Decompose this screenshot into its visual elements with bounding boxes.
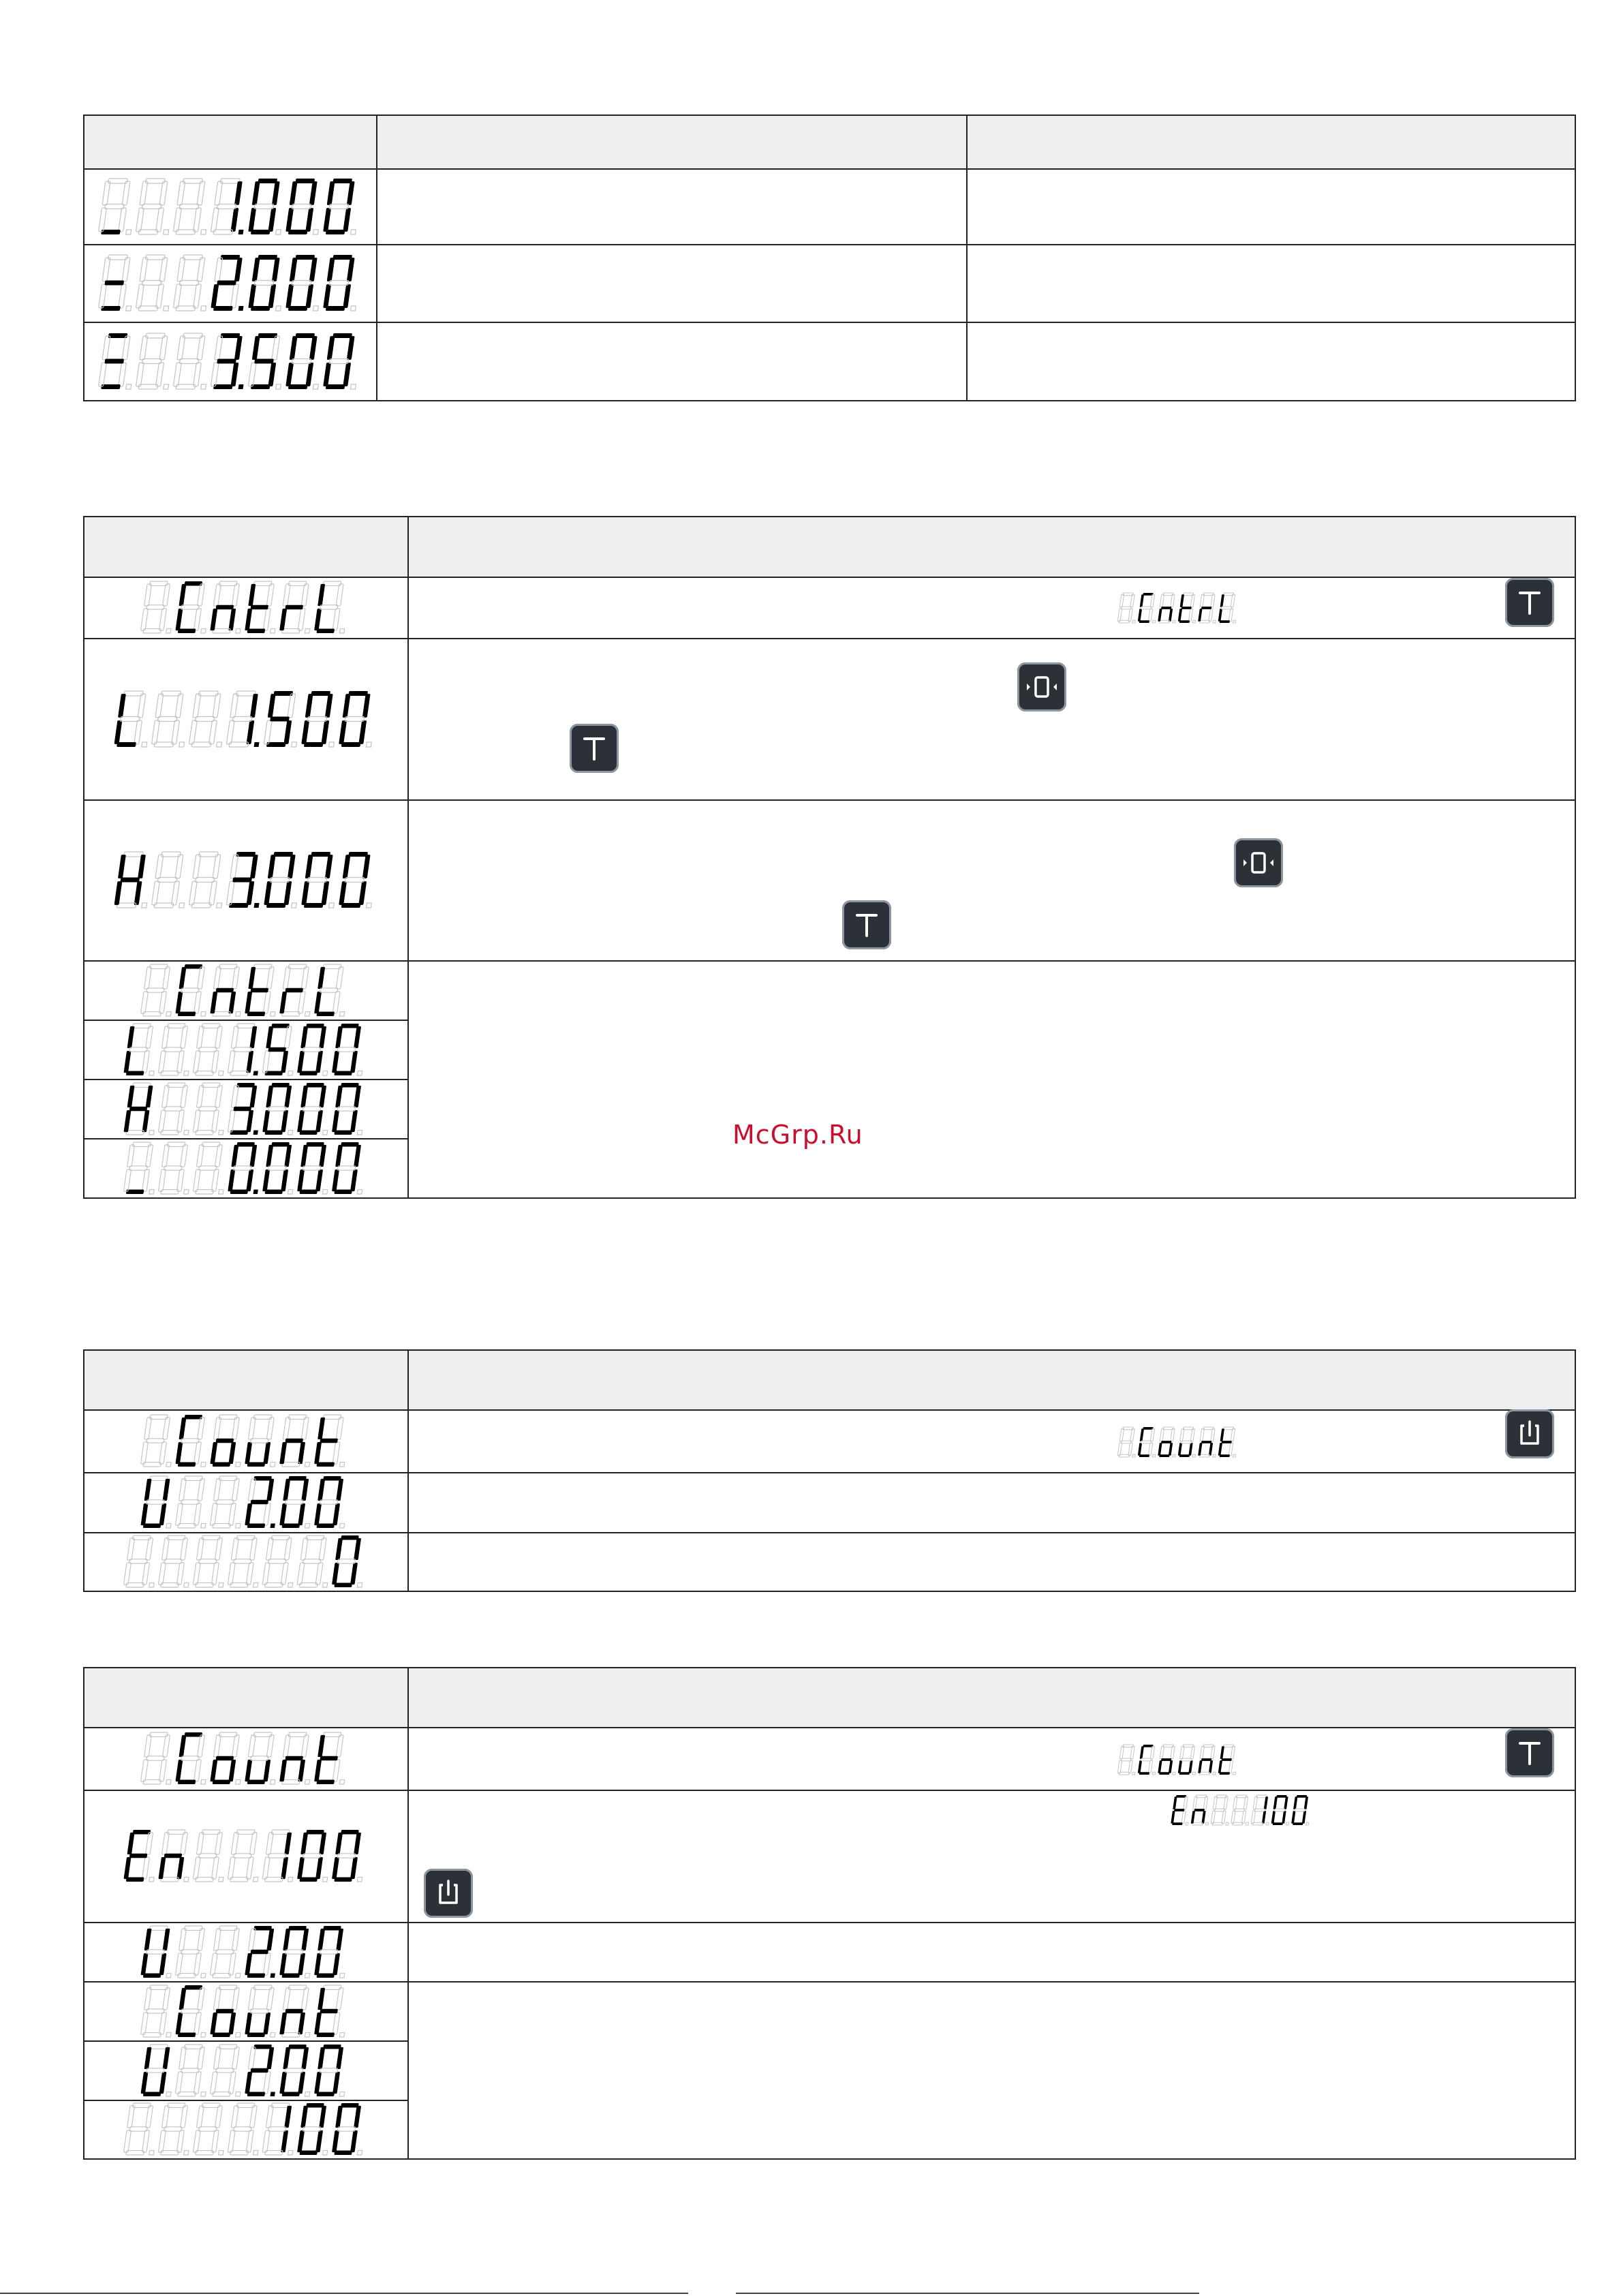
digit	[172, 179, 213, 234]
seven-segment-display	[140, 1415, 352, 1468]
seven-segment-display	[140, 1926, 352, 1979]
digit	[192, 2103, 230, 2155]
power-button[interactable]	[424, 1869, 473, 1918]
digit	[140, 581, 178, 633]
digit	[140, 1415, 178, 1467]
digit	[338, 691, 378, 747]
display-cell	[84, 1982, 408, 2041]
digit	[296, 1830, 334, 1882]
digit	[285, 333, 325, 389]
digit	[1218, 1745, 1239, 1775]
digit	[322, 255, 362, 311]
digit	[279, 581, 317, 633]
digit	[296, 1024, 334, 1075]
display-table-1	[83, 114, 1576, 401]
digit	[1137, 1745, 1159, 1775]
digit	[175, 1732, 213, 1784]
digit	[1271, 1795, 1293, 1825]
power-icon	[424, 1869, 473, 1918]
digit	[227, 1142, 264, 1194]
digit	[245, 1985, 282, 2037]
digit	[175, 1476, 213, 1528]
digit	[296, 1083, 334, 1135]
digit	[245, 1476, 282, 1528]
seven-segment-display	[114, 691, 379, 748]
digit	[279, 1926, 317, 1978]
power-button[interactable]	[1505, 1409, 1554, 1458]
display-cell	[84, 1139, 408, 1198]
digit	[279, 1415, 317, 1467]
digit	[157, 1535, 195, 1587]
digit	[157, 1830, 195, 1882]
digit	[123, 1535, 160, 1587]
digit	[279, 1476, 317, 1528]
digit	[296, 1535, 334, 1587]
display-cell	[84, 577, 408, 639]
digit	[97, 255, 138, 311]
digit	[210, 1985, 247, 2037]
digit	[296, 2103, 334, 2155]
shift-button[interactable]	[1234, 838, 1283, 887]
shift-button[interactable]	[1017, 662, 1066, 711]
digit	[97, 333, 138, 389]
display-cell	[84, 2100, 408, 2159]
digit	[314, 964, 352, 1016]
digit	[1291, 1795, 1313, 1825]
digit	[279, 1985, 317, 2037]
header-cell	[377, 115, 967, 169]
seven-segment-display	[123, 2103, 369, 2156]
digit	[1158, 593, 1179, 623]
display-cell	[84, 245, 377, 322]
digit	[247, 333, 288, 389]
display-cell	[84, 1080, 408, 1139]
digit	[1198, 593, 1220, 623]
digit	[245, 964, 282, 1016]
seven-segment-display	[123, 1142, 369, 1195]
digit	[1117, 1427, 1139, 1457]
digit	[210, 1476, 247, 1528]
header-cell	[408, 1350, 1575, 1410]
digit	[245, 1415, 282, 1467]
digit	[247, 255, 288, 311]
digit	[314, 581, 352, 633]
digit	[192, 1535, 230, 1587]
digit	[172, 255, 213, 311]
header-cell	[408, 517, 1575, 577]
seven-segment-display	[140, 2045, 352, 2098]
digit	[331, 1083, 369, 1135]
digit	[157, 1083, 195, 1135]
inline-segment-display	[1117, 1745, 1241, 1776]
digit	[172, 333, 213, 389]
digit	[1190, 1795, 1212, 1825]
digit	[188, 691, 228, 747]
display-cell	[84, 1533, 408, 1591]
digit	[1231, 1795, 1252, 1825]
count-setup-table	[83, 1667, 1576, 2160]
digit	[263, 691, 303, 747]
digit	[245, 2045, 282, 2096]
digit	[192, 1083, 230, 1135]
digit	[262, 2103, 299, 2155]
header-cell	[84, 115, 377, 169]
digit	[314, 1732, 352, 1784]
seven-segment-display	[140, 964, 352, 1017]
display-cell	[84, 1410, 408, 1473]
digit	[1177, 593, 1199, 623]
digit	[245, 1926, 282, 1978]
digit	[140, 2045, 178, 2096]
digit	[331, 1024, 369, 1075]
digit	[123, 2103, 160, 2155]
digit	[1177, 1427, 1199, 1457]
digit	[1211, 1795, 1233, 1825]
watermark-text: McGrp.Ru	[732, 1120, 863, 1150]
header-cell	[84, 517, 408, 577]
tare-icon	[1505, 1728, 1554, 1777]
digit	[140, 964, 178, 1016]
digit	[192, 1830, 230, 1882]
digit	[140, 1926, 178, 1978]
display-cell	[84, 961, 408, 1020]
digit	[210, 2045, 247, 2096]
display-cell	[84, 1473, 408, 1533]
tare-button[interactable]	[842, 900, 891, 949]
seven-segment-display	[98, 255, 363, 312]
seven-segment-display	[98, 179, 363, 236]
digit	[1177, 1745, 1199, 1775]
tare-button[interactable]	[570, 724, 619, 773]
seven-segment-display	[123, 1535, 369, 1589]
digit	[227, 1535, 264, 1587]
digit	[123, 1024, 160, 1075]
display-cell	[84, 639, 408, 800]
digit	[1137, 1427, 1159, 1457]
display-cell	[84, 1728, 408, 1790]
power-icon	[1505, 1409, 1554, 1458]
digit	[210, 1732, 247, 1784]
digit	[262, 1830, 299, 1882]
digit	[245, 581, 282, 633]
digit	[210, 1926, 247, 1978]
tare-button[interactable]	[1505, 1728, 1554, 1777]
digit	[263, 852, 303, 908]
seven-segment-display	[140, 1732, 352, 1786]
control-table	[83, 516, 1576, 1199]
digit	[123, 1830, 160, 1882]
header-cell	[84, 1668, 408, 1728]
digit	[1218, 593, 1239, 623]
tare-icon	[1505, 578, 1554, 627]
digit	[192, 1142, 230, 1194]
digit	[1117, 593, 1139, 623]
digit	[314, 2045, 352, 2096]
digit	[210, 333, 250, 389]
digit	[227, 1083, 264, 1135]
digit	[296, 1142, 334, 1194]
tare-icon	[842, 900, 891, 949]
tare-icon	[570, 724, 619, 773]
header-cell	[967, 115, 1575, 169]
digit	[1117, 1745, 1139, 1775]
shift-icon	[1017, 662, 1066, 711]
seven-segment-display	[123, 1024, 369, 1077]
digit	[262, 1083, 299, 1135]
digit	[157, 1142, 195, 1194]
digit	[279, 1732, 317, 1784]
seven-segment-display	[140, 581, 352, 634]
inline-segment-display	[1117, 1427, 1241, 1458]
seven-segment-display	[123, 1083, 369, 1136]
digit	[210, 255, 250, 311]
digit	[1218, 1427, 1239, 1457]
digit	[157, 1024, 195, 1075]
display-cell	[84, 800, 408, 961]
digit	[262, 1535, 299, 1587]
digit	[123, 1083, 160, 1135]
digit	[262, 1142, 299, 1194]
digit	[1171, 1795, 1192, 1825]
digit	[226, 691, 266, 747]
digit	[175, 2045, 213, 2096]
digit	[151, 852, 191, 908]
digit	[314, 1985, 352, 2037]
digit	[210, 964, 247, 1016]
digit	[227, 2103, 264, 2155]
digit	[175, 581, 213, 633]
seven-segment-display	[140, 1985, 352, 2038]
digit	[331, 1142, 369, 1194]
digit	[227, 1024, 264, 1075]
seven-segment-display	[98, 333, 363, 391]
digit	[331, 2103, 369, 2155]
digit	[314, 1415, 352, 1467]
inline-segment-display	[1117, 593, 1241, 624]
tare-button[interactable]	[1505, 578, 1554, 627]
digit	[331, 1535, 369, 1587]
seven-segment-display	[114, 852, 379, 909]
digit	[279, 2045, 317, 2096]
digit	[113, 852, 153, 908]
digit	[285, 255, 325, 311]
digit	[322, 179, 362, 234]
digit	[1158, 1745, 1179, 1775]
header-cell	[408, 1668, 1575, 1728]
digit	[151, 691, 191, 747]
digit	[113, 691, 153, 747]
digit	[300, 691, 341, 747]
digit	[262, 1024, 299, 1075]
digit	[247, 179, 288, 234]
digit	[245, 1732, 282, 1784]
display-cell	[84, 1790, 408, 1923]
digit	[1198, 1745, 1220, 1775]
digit	[1137, 593, 1159, 623]
digit	[227, 1830, 264, 1882]
shift-icon	[1234, 838, 1283, 887]
seven-segment-display	[140, 1476, 352, 1529]
digit	[285, 179, 325, 234]
digit	[175, 1415, 213, 1467]
digit	[123, 1142, 160, 1194]
digit	[157, 2103, 195, 2155]
digit	[135, 333, 175, 389]
count-table	[83, 1349, 1576, 1592]
digit	[140, 1985, 178, 2037]
digit	[314, 1476, 352, 1528]
digit	[175, 964, 213, 1016]
digit	[175, 1985, 213, 2037]
digit	[210, 581, 247, 633]
digit	[1251, 1795, 1273, 1825]
seven-segment-display	[123, 1830, 369, 1883]
header-cell	[84, 1350, 408, 1410]
digit	[1198, 1427, 1220, 1457]
digit	[279, 964, 317, 1016]
inline-segment-display	[1171, 1795, 1314, 1826]
footer-rule	[0, 2293, 688, 2294]
digit	[210, 1415, 247, 1467]
digit	[97, 179, 138, 234]
footer-rule	[736, 2293, 1199, 2294]
display-cell	[84, 1020, 408, 1080]
digit	[192, 1024, 230, 1075]
display-cell	[84, 322, 377, 401]
digit	[135, 179, 175, 234]
digit	[135, 255, 175, 311]
digit	[314, 1926, 352, 1978]
digit	[300, 852, 341, 908]
digit	[175, 1926, 213, 1978]
digit	[188, 852, 228, 908]
digit	[140, 1476, 178, 1528]
display-cell	[84, 1923, 408, 1982]
digit	[331, 1830, 369, 1882]
digit	[1158, 1427, 1179, 1457]
display-cell	[84, 169, 377, 245]
digit	[338, 852, 378, 908]
digit	[210, 179, 250, 234]
digit	[322, 333, 362, 389]
digit	[226, 852, 266, 908]
digit	[140, 1732, 178, 1784]
display-cell	[84, 2041, 408, 2100]
